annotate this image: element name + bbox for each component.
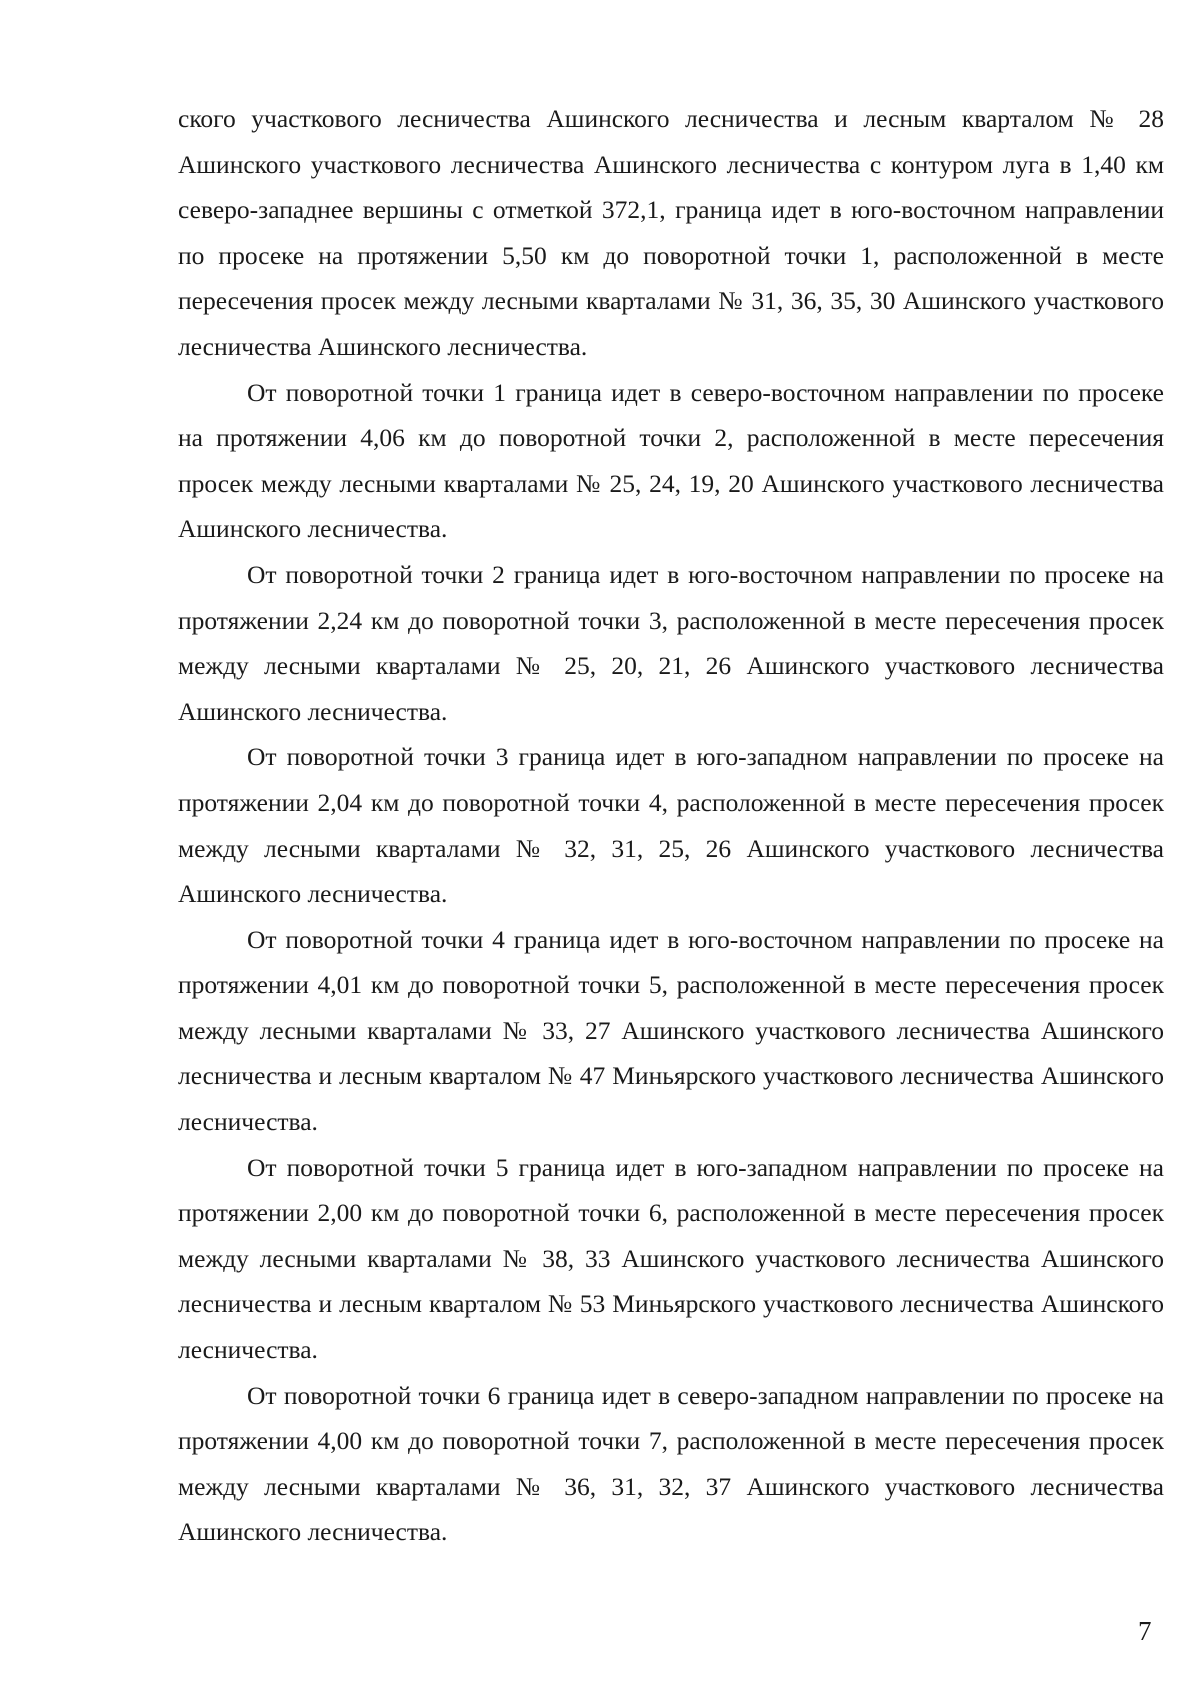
paragraph-turning-point-5: От поворотной точки 5 граница идет в юго-западном направлении по просеке на протяжении 2,00 км до поворотной точки 6, расположенной в месте пересечения просек между лесными кварталами № 38, 33 Ашинского участкового лесничества Ашинского лесничества и лесным кварталом № 53 Миньярского участкового лесничества Ашинского лесничества. <box>178 1152 1164 1365</box>
paragraph-turning-point-4: От поворотной точки 4 граница идет в юго-восточном направлении по просеке на протяжении 4,01 км до поворотной точки 5, расположенной в месте пересечения просек между лесными кварталами № 33, 27 Ашинского участкового лесничества Ашинского лесничества и лесным кварталом № 47 Миньярского участкового лесничества Ашинского лесничества. <box>178 924 1164 1137</box>
paragraph-turning-point-6: От поворотной точки 6 граница идет в северо-западном направлении по просеке на протяжении 4,00 км до поворотной точки 7, расположенной в месте пересечения просек между лесными кварталами № 36, 31, 32, 37 Ашинского участкового лесничества Ашинского лесничества. <box>178 1380 1164 1547</box>
document-body <box>178 96 1164 1555</box>
paragraph-turning-point-2: От поворотной точки 2 граница идет в юго-восточном направлении по просеке на протяжении 2,24 км до поворотной точки 3, расположенной в месте пересечения просек между лесными кварталами № 25, 20, 21, 26 Ашинского участкового лесничества Ашинского лесничества. <box>178 559 1164 726</box>
paragraph-turning-point-1: От поворотной точки 1 граница идет в северо-восточном направлении по просеке на протяжении 4,06 км до поворотной точки 2, расположенной в месте пересечения просек между лесными кварталами № 25, 24, 19, 20 Ашинского участкового лесничества Ашинского лесничества. <box>178 377 1164 544</box>
paragraph-turning-point-3: От поворотной точки 3 граница идет в юго-западном направлении по просеке на протяжении 2,04 км до поворотной точки 4, расположенной в месте пересечения просек между лесными кварталами № 32, 31, 25, 26 Ашинского участкового лесничества Ашинского лесничества. <box>178 742 1164 909</box>
paragraph-continuation: ского участкового лесничества Ашинского лесничества и лесным кварталом № 28 Ашинского участкового лесничества Ашинского лесничества с контуром луга в 1,40 км северо-западнее вершины с отметкой 372,1, граница идет в юго-восточном направлении по просеке на протяжении 5,50 км до поворотной точки 1, расположенной в месте пересечения просек между лесными кварталами № 31, 36, 35, 30 Ашинского участкового лесничества Ашинского лесничества. <box>178 104 1164 361</box>
page-number: 7 <box>1138 1616 1152 1646</box>
